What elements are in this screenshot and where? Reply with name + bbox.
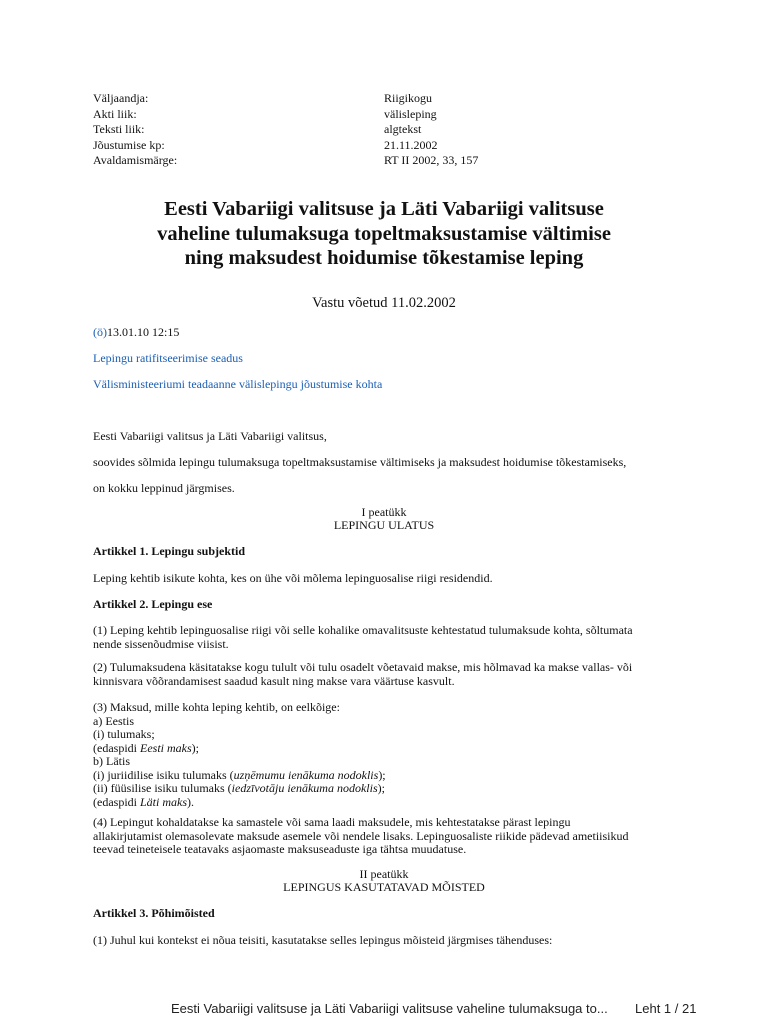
chapter-title: LEPINGU ULATUS	[333, 518, 435, 532]
article-heading: Artikkel 2. Lepingu ese	[93, 597, 213, 611]
ratification-act-link[interactable]: Lepingu ratifitseerimise seadus	[93, 351, 243, 365]
metadata-key: Teksti liik:	[93, 122, 145, 136]
paragraph-line: (2) Tulumaksudena käsitatakse kogu tulult või tulu osadelt võetavaid makse, mis hõlmavad ka makse vallas- või	[93, 660, 633, 674]
list-item: (i) tulumaks;	[93, 727, 155, 741]
revision-line	[93, 326, 683, 340]
tax-list	[93, 701, 683, 809]
paragraph-line: allakirjutamist olemasolevate maksude asemele või nendele lisaks. Lepinguosaliste riikide pädevad ametiisikud	[93, 828, 629, 843]
paragraph-line: (4) Lepingut kohaldatakse ka samastele või sama laadi maksudele, mis kehtestatakse pärast lepingu	[93, 815, 571, 829]
metadata-value: RT II 2002, 33, 157	[384, 153, 479, 167]
metadata-key: Väljaandja:	[93, 91, 149, 105]
footer-page-number: Leht 1 / 21	[635, 1001, 697, 1016]
metadata-value: välisleping	[384, 106, 437, 121]
metadata-row	[93, 138, 693, 154]
preamble-line: Eesti Vabariigi valitsus ja Läti Vabariigi valitsus,	[93, 429, 327, 443]
paragraph-line: nende sissenõudmise viisist.	[93, 636, 229, 651]
title-line: ning maksudest hoidumise tõkestamise leping	[184, 247, 584, 269]
chapter-number: I peatükk	[361, 505, 407, 519]
metadata-row	[93, 153, 693, 169]
paragraph-line: kinnisvara võõrandamisest saadud kasult ning makse vara väärtuse kasvult.	[93, 673, 455, 688]
revision-datetime: 13.01.10 12:15	[107, 325, 180, 339]
footer-document-title: Eesti Vabariigi valitsuse ja Läti Vabariigi valitsuse vaheline tulumaksuga to...	[171, 1001, 608, 1016]
preamble-line: on kokku leppinud järgmises.	[93, 481, 235, 495]
revision-marker-link[interactable]: (ö)	[93, 325, 107, 339]
metadata-value: 21.11.2002	[384, 137, 438, 152]
list-item: b) Lätis	[93, 754, 130, 768]
title-line: vaheline tulumaksuga topeltmaksustamise vältimise	[157, 222, 611, 245]
article-text: (1) Juhul kui kontekst ei nõua teisiti, kasutatakse selles lepingus mõisteid järgmises tähenduses:	[93, 933, 553, 947]
list-item: (i) juriidilise isiku tulumaks (uzņēmumu ienākuma nodoklis);	[93, 767, 386, 782]
metadata-value: algtekst	[384, 122, 422, 136]
metadata-row	[93, 91, 693, 107]
metadata-key: Avaldamismärge:	[93, 153, 178, 167]
metadata-key: Jõustumise kp:	[93, 137, 165, 152]
paragraph	[93, 661, 683, 688]
article-text: Leping kehtib isikute kohta, kes on ühe või mõlema lepinguosalise riigi residendid.	[93, 571, 493, 585]
metadata-row	[93, 122, 693, 138]
list-item: (edaspidi Läti maks).	[93, 794, 195, 809]
chapter-number: II peatükk	[359, 867, 409, 881]
metadata-key: Akti liik:	[93, 106, 137, 121]
article-heading: Artikkel 3. Põhimõisted	[93, 906, 215, 920]
list-intro: (3) Maksud, mille kohta leping kehtib, on eelkõige:	[93, 700, 340, 714]
metadata-table	[93, 91, 693, 169]
paragraph-line: (1) Leping kehtib lepinguosalise riigi või selle kohalike omavalitsuste kehtestatud tulumaksude kohta, sõltumata	[93, 623, 633, 637]
paragraph	[93, 816, 683, 857]
chapter-title: LEPINGUS KASUTATAVAD MÕISTED	[283, 880, 485, 894]
list-item: (ii) füüsilise isiku tulumaks (iedzīvotāju ienākuma nodoklis);	[93, 781, 385, 795]
article-heading: Artikkel 1. Lepingu subjektid	[93, 544, 246, 558]
list-item: (edaspidi Eesti maks);	[93, 740, 199, 755]
adopted-date: Vastu võetud 11.02.2002	[312, 295, 456, 311]
ministry-notice-link[interactable]: Välisministeeriumi teadaanne välislepingu jõustumise kohta	[93, 377, 383, 391]
document-title	[60, 197, 708, 271]
title-line: Eesti Vabariigi valitsuse ja Läti Vabariigi valitsuse	[164, 198, 604, 220]
list-item: a) Eestis	[93, 713, 134, 728]
metadata-value: Riigikogu	[384, 91, 433, 105]
preamble-line: soovides sõlmida lepingu tulumaksuga topeltmaksustamise vältimiseks ja maksudest hoidumise tõkestamiseks,	[93, 455, 627, 469]
paragraph	[93, 624, 683, 651]
metadata-row	[93, 107, 693, 123]
paragraph-line: teevad teineteisele teatavaks asjaomaste maksuseaduste iga tähtsa muudatuse.	[93, 842, 467, 856]
